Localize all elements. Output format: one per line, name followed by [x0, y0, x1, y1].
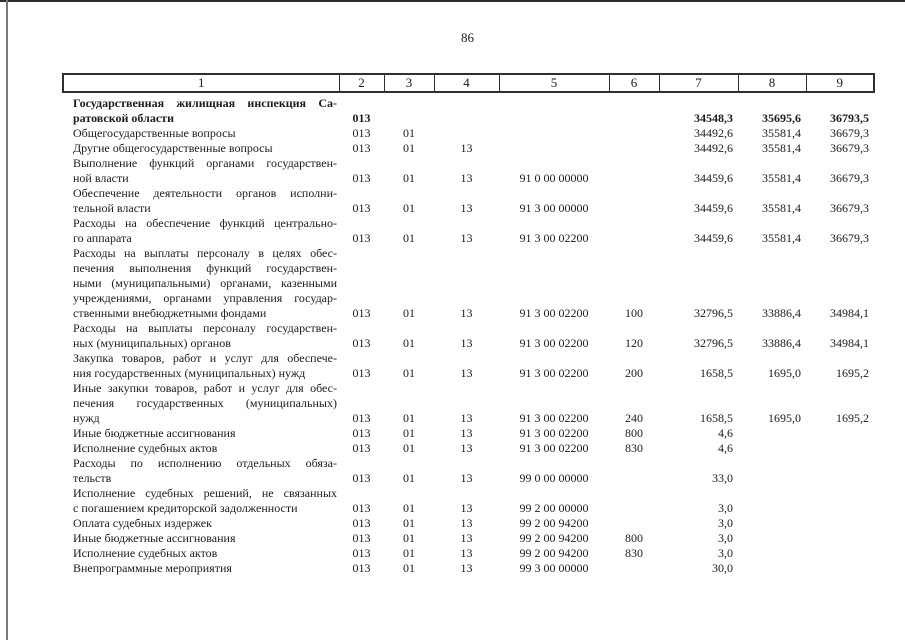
row-label [63, 561, 339, 576]
cell-c2: 013 [352, 231, 371, 245]
cell-c3: 01 [403, 546, 415, 560]
cell-c6 [609, 516, 659, 531]
row-label-line: Исполнение судебных актов [73, 441, 218, 455]
cell-c8 [738, 456, 806, 486]
cell-c6 [609, 141, 659, 156]
row-label [63, 546, 339, 561]
cell-c5: 91 3 00 02200 [519, 306, 589, 320]
table-row [63, 126, 874, 141]
table-header-row [63, 74, 874, 92]
cell-c8: 35581,4 [762, 141, 801, 155]
cell-c6 [609, 456, 659, 486]
cell-c4: 13 [460, 426, 473, 440]
cell-c6 [609, 186, 659, 216]
cell-c4: 13 [460, 366, 473, 380]
row-label-line: Иные бюджетные ассигнования [73, 426, 236, 440]
cell-c7: 3,0 [718, 531, 733, 545]
row-label-line: Исполнение судебных актов [73, 546, 218, 560]
cell-c2: 013 [352, 201, 371, 215]
row-label [63, 156, 339, 186]
row-label-line: Закупка товаров, работ и услуг для обеспече- [73, 351, 337, 365]
cell-c3: 01 [403, 171, 415, 185]
row-label-line: ния государственных (муниципальных) нужд [73, 366, 306, 380]
row-label-line: Общегосударственные вопросы [73, 126, 236, 140]
cell-c8 [738, 516, 806, 531]
cell-c8 [738, 486, 806, 516]
cell-c4: 13 [460, 411, 473, 425]
row-label [63, 186, 339, 216]
table-row [63, 456, 874, 486]
cell-c3: 01 [403, 126, 415, 140]
cell-c9: 34984,1 [830, 306, 869, 320]
row-label [63, 351, 339, 381]
cell-c8: 35581,4 [762, 126, 801, 140]
cell-c9 [806, 531, 874, 546]
column-header-3: 3 [384, 74, 434, 92]
page-number: 86 [461, 30, 474, 45]
cell-c9 [806, 546, 874, 561]
cell-c5: 91 3 00 02200 [519, 441, 589, 455]
row-label-line: Выполнение функций органами государствен- [73, 156, 337, 170]
cell-c5 [499, 92, 609, 126]
cell-c4: 13 [460, 336, 473, 350]
cell-c3: 01 [403, 411, 415, 425]
cell-c8: 35695,6 [762, 111, 801, 125]
cell-c3 [384, 92, 434, 126]
row-label-line: Государственная жилищная инспекция Са- [73, 96, 337, 110]
row-label-line: учреждениями, органами управления государ- [73, 291, 337, 305]
cell-c3: 01 [403, 201, 415, 215]
cell-c5: 91 3 00 02200 [519, 426, 589, 440]
column-header-7: 7 [659, 74, 738, 92]
table-row [63, 141, 874, 156]
table-row [63, 546, 874, 561]
row-label-line: печения государственных (муниципальных) [73, 396, 337, 410]
cell-c6: 800 [625, 531, 643, 545]
cell-c7: 30,0 [712, 561, 733, 575]
cell-c2: 013 [352, 126, 371, 140]
cell-c7: 1658,5 [700, 366, 733, 380]
cell-c9: 36679,3 [830, 141, 869, 155]
row-label-line: ной власти [73, 171, 129, 185]
cell-c7: 34459,6 [694, 231, 733, 245]
cell-c5: 91 3 00 02200 [519, 336, 589, 350]
cell-c9: 36679,3 [830, 126, 869, 140]
cell-c9: 36679,3 [830, 231, 869, 245]
cell-c3: 01 [403, 501, 415, 515]
cell-c5: 99 2 00 94200 [519, 546, 589, 560]
cell-c7: 34459,6 [694, 201, 733, 215]
cell-c3: 01 [403, 336, 415, 350]
row-label [63, 321, 339, 351]
row-label-line: Расходы на выплаты персоналу государствен- [73, 321, 337, 335]
cell-c5: 99 2 00 00000 [519, 501, 589, 515]
row-label-line: Иные бюджетные ассигнования [73, 531, 236, 545]
cell-c2: 013 [352, 426, 371, 440]
cell-c9: 36679,3 [830, 201, 869, 215]
cell-c2: 013 [352, 501, 371, 515]
cell-c8 [738, 561, 806, 576]
row-label-line: Оплата судебных издержек [73, 516, 212, 530]
cell-c8 [738, 426, 806, 441]
cell-c4: 13 [460, 471, 473, 485]
cell-c7: 34492,6 [694, 126, 733, 140]
column-header-5: 5 [499, 74, 609, 92]
row-label [63, 456, 339, 486]
table-row [63, 92, 874, 126]
cell-c8: 1695,0 [768, 411, 801, 425]
cell-c4 [434, 126, 499, 141]
cell-c3: 01 [403, 231, 415, 245]
table-row [63, 216, 874, 246]
table-row [63, 561, 874, 576]
cell-c6: 120 [625, 336, 643, 350]
cell-c3: 01 [403, 516, 415, 530]
cell-c5: 99 3 00 00000 [519, 561, 589, 575]
cell-c5: 99 0 00 00000 [519, 471, 589, 485]
cell-c4: 13 [460, 231, 473, 245]
cell-c2: 013 [352, 546, 371, 560]
row-label [63, 441, 339, 456]
row-label-line: Другие общегосударственные вопросы [73, 141, 273, 155]
cell-c8: 1695,0 [768, 366, 801, 380]
row-label-line: Внепрограммные мероприятия [73, 561, 232, 575]
cell-c6: 830 [625, 441, 643, 455]
row-label-line: с погашением кредиторской задолженности [73, 501, 298, 515]
cell-c8 [738, 441, 806, 456]
cell-c3: 01 [403, 561, 415, 575]
column-header-6: 6 [609, 74, 659, 92]
cell-c8: 35581,4 [762, 201, 801, 215]
cell-c7: 1658,5 [700, 411, 733, 425]
row-label-line: Расходы на выплаты персоналу в целях обес- [73, 246, 337, 260]
cell-c7: 3,0 [718, 546, 733, 560]
row-label-line: тельной власти [73, 201, 151, 215]
cell-c7: 34459,6 [694, 171, 733, 185]
cell-c7: 3,0 [718, 516, 733, 530]
row-label [63, 246, 339, 321]
cell-c8: 33886,4 [762, 336, 801, 350]
cell-c6 [609, 486, 659, 516]
table-row [63, 486, 874, 516]
cell-c5: 99 2 00 94200 [519, 531, 589, 545]
table-row [63, 246, 874, 321]
row-label [63, 531, 339, 546]
row-label-line: ратовской области [73, 111, 174, 125]
table-row [63, 426, 874, 441]
row-label [63, 92, 339, 126]
cell-c4: 13 [460, 441, 473, 455]
cell-c2: 013 [352, 111, 371, 125]
cell-c4: 13 [460, 201, 473, 215]
cell-c9 [806, 516, 874, 531]
row-label-line: Исполнение судебных решений, не связанных [73, 486, 337, 500]
cell-c3: 01 [403, 471, 415, 485]
cell-c6: 200 [625, 366, 643, 380]
cell-c2: 013 [352, 306, 371, 320]
cell-c2: 013 [352, 411, 371, 425]
cell-c3: 01 [403, 441, 415, 455]
cell-c5: 91 3 00 00000 [519, 201, 589, 215]
cell-c2: 013 [352, 141, 371, 155]
cell-c6: 240 [625, 411, 643, 425]
cell-c2: 013 [352, 516, 371, 530]
cell-c6 [609, 216, 659, 246]
scan-left-edge [6, 0, 8, 640]
row-label [63, 126, 339, 141]
cell-c4: 13 [460, 306, 473, 320]
cell-c7: 4,6 [718, 426, 733, 440]
cell-c7: 32796,5 [694, 306, 733, 320]
cell-c7: 33,0 [712, 471, 733, 485]
cell-c9 [806, 486, 874, 516]
cell-c2: 013 [352, 441, 371, 455]
cell-c5 [499, 141, 609, 156]
row-label-line: Обеспечение деятельности органов исполни- [73, 186, 337, 200]
column-header-8: 8 [738, 74, 806, 92]
cell-c4: 13 [460, 516, 473, 530]
table-body [63, 92, 874, 576]
cell-c5: 91 3 00 02200 [519, 411, 589, 425]
row-label-line: тельств [73, 471, 112, 485]
cell-c4 [434, 92, 499, 126]
table-row [63, 186, 874, 216]
cell-c5: 99 2 00 94200 [519, 516, 589, 530]
cell-c6 [609, 92, 659, 126]
cell-c8 [738, 546, 806, 561]
cell-c3: 01 [403, 426, 415, 440]
cell-c2: 013 [352, 561, 371, 575]
row-label-line: Расходы по исполнению отдельных обяза- [73, 456, 337, 470]
cell-c8 [738, 531, 806, 546]
cell-c8: 35581,4 [762, 171, 801, 185]
cell-c8: 33886,4 [762, 306, 801, 320]
cell-c4: 13 [460, 171, 473, 185]
row-label [63, 381, 339, 426]
cell-c2: 013 [352, 471, 371, 485]
cell-c4: 13 [460, 531, 473, 545]
cell-c2: 013 [352, 531, 371, 545]
column-header-4: 4 [434, 74, 499, 92]
cell-c7: 32796,5 [694, 336, 733, 350]
row-label [63, 216, 339, 246]
column-header-1: 1 [63, 74, 339, 92]
cell-c5 [499, 126, 609, 141]
column-header-2: 2 [339, 74, 384, 92]
cell-c7: 34548,3 [694, 111, 733, 125]
cell-c2: 013 [352, 171, 371, 185]
cell-c8: 35581,4 [762, 231, 801, 245]
cell-c9 [806, 441, 874, 456]
row-label-line: Иные закупки товаров, работ и услуг для обес- [73, 381, 337, 395]
cell-c2: 013 [352, 366, 371, 380]
cell-c6: 830 [625, 546, 643, 560]
cell-c4: 13 [460, 561, 473, 575]
cell-c3: 01 [403, 531, 415, 545]
cell-c6: 100 [625, 306, 643, 320]
cell-c9 [806, 456, 874, 486]
row-label-line: нужд [73, 411, 100, 425]
cell-c7: 4,6 [718, 441, 733, 455]
budget-table [62, 73, 875, 576]
cell-c9: 34984,1 [830, 336, 869, 350]
cell-c9: 36679,3 [830, 171, 869, 185]
cell-c9: 1695,2 [836, 366, 869, 380]
row-label-line: ственными внебюджетными фондами [73, 306, 267, 320]
cell-c7: 34492,6 [694, 141, 733, 155]
table-row [63, 516, 874, 531]
scan-top-edge [0, 0, 905, 2]
cell-c3: 01 [403, 366, 415, 380]
cell-c6 [609, 561, 659, 576]
cell-c3: 01 [403, 141, 415, 155]
row-label [63, 426, 339, 441]
cell-c9 [806, 561, 874, 576]
cell-c3: 01 [403, 306, 415, 320]
cell-c9 [806, 426, 874, 441]
cell-c4: 13 [460, 141, 473, 155]
column-header-9: 9 [806, 74, 874, 92]
row-label-line: ными (муниципальными) органами, казенными [73, 276, 337, 290]
table-row [63, 351, 874, 381]
cell-c4: 13 [460, 501, 473, 515]
row-label [63, 516, 339, 531]
cell-c9: 36793,5 [830, 111, 869, 125]
table-header [63, 74, 874, 92]
row-label [63, 141, 339, 156]
table-row [63, 441, 874, 456]
cell-c6 [609, 156, 659, 186]
table-row [63, 156, 874, 186]
table-row [63, 531, 874, 546]
cell-c9: 1695,2 [836, 411, 869, 425]
cell-c6: 800 [625, 426, 643, 440]
table-row [63, 381, 874, 426]
table-row [63, 321, 874, 351]
row-label-line: ных (муниципальных) органов [73, 336, 231, 350]
cell-c5: 91 0 00 00000 [519, 171, 589, 185]
cell-c5: 91 3 00 02200 [519, 366, 589, 380]
row-label [63, 486, 339, 516]
row-label-line: Расходы на обеспечение функций центрально- [73, 216, 337, 230]
cell-c4: 13 [460, 546, 473, 560]
cell-c5: 91 3 00 02200 [519, 231, 589, 245]
row-label-line: печения выполнения функций государствен- [73, 261, 337, 275]
row-label-line: го аппарата [73, 231, 132, 245]
cell-c2: 013 [352, 336, 371, 350]
cell-c7: 3,0 [718, 501, 733, 515]
cell-c6 [609, 126, 659, 141]
